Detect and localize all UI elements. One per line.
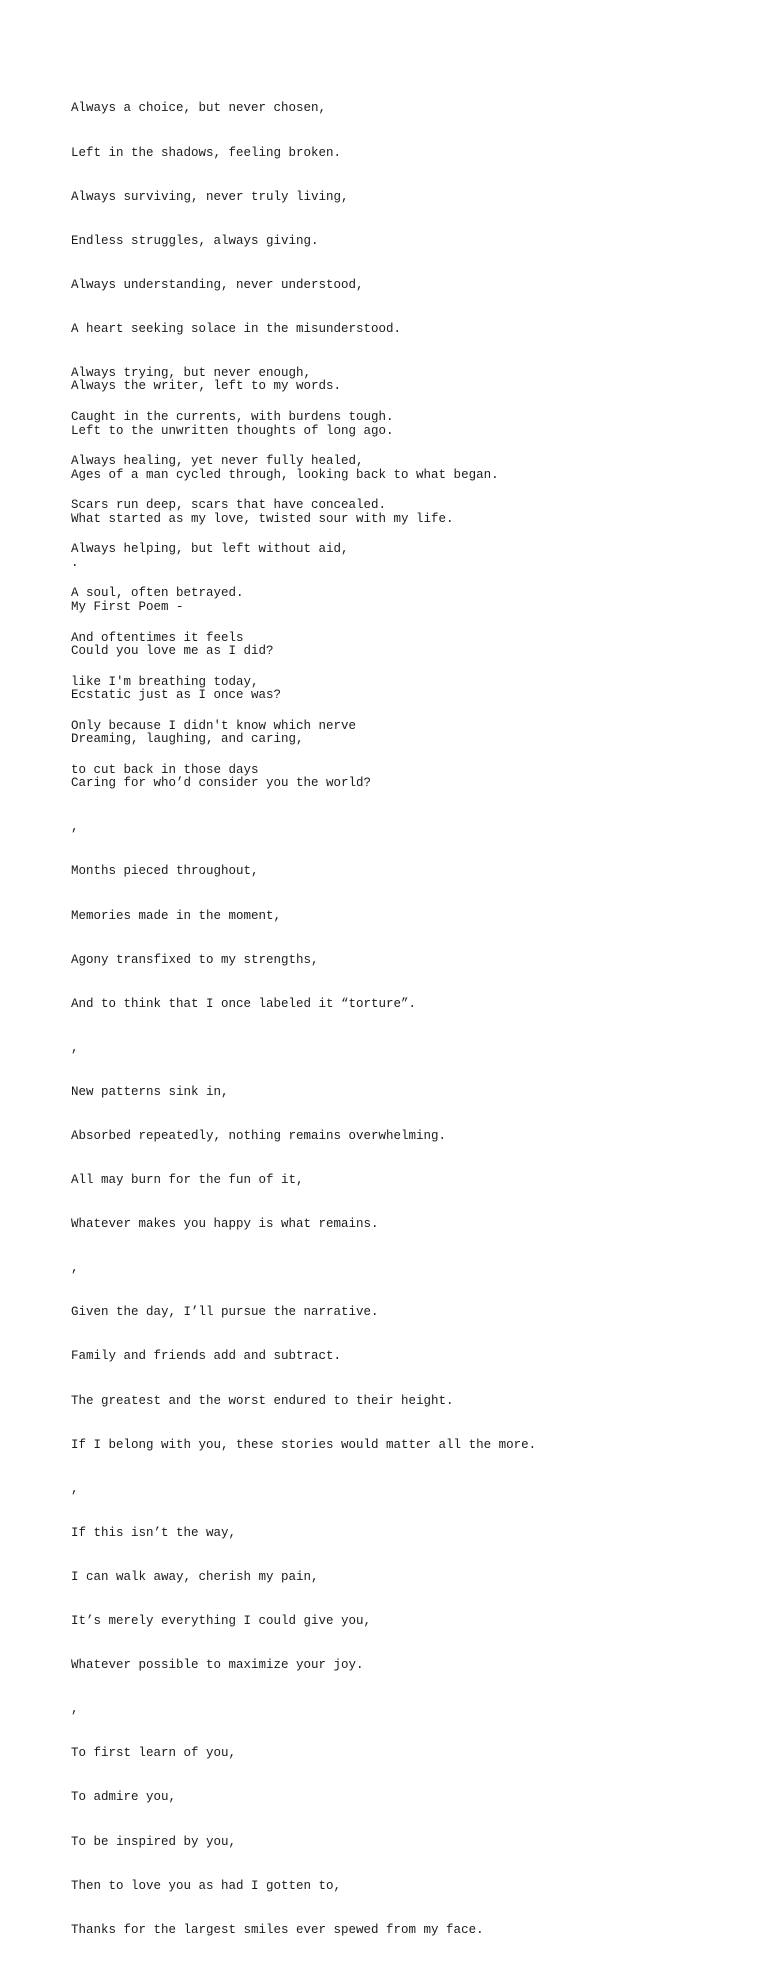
poem-line: Whatever makes you happy is what remains.	[71, 1217, 379, 1232]
poem-line: Always a choice, but never chosen,	[71, 101, 327, 116]
poem-line: to cut back in those days	[71, 762, 259, 777]
poem-line: My First Poem -	[71, 599, 184, 614]
poem-line: If this isn’t the way,	[71, 1525, 237, 1540]
poem-line: Always healing, yet never fully healed,	[71, 454, 364, 469]
poem-line: Ages of a man cycled through, looking back to what began.	[71, 467, 499, 482]
poem-line: ,	[71, 1702, 79, 1717]
poem-line: It’s merely everything I could give you,	[71, 1614, 372, 1629]
poem-line: Absorbed repeatedly, nothing remains overwhelming.	[71, 1129, 447, 1143]
poem-line: The greatest and the worst endured to their height.	[71, 1393, 454, 1408]
poem-line: To be inspired by you,	[71, 1834, 237, 1849]
poem-line: A heart seeking solace in the misunderstood.	[71, 321, 402, 336]
poem-line: Memories made in the moment,	[71, 908, 282, 923]
poem-line: Only because I didn't know which nerve	[71, 718, 357, 733]
poem-line: .	[71, 555, 79, 570]
poem-line: like I'm breathing today,	[71, 674, 259, 689]
poem-line: What started as my love, twisted sour with my life.	[71, 511, 454, 526]
poem-line: A soul, often betrayed.	[71, 586, 244, 601]
poem-line: ,	[71, 1481, 79, 1496]
poem-line: Could you love me as I did?	[71, 643, 274, 658]
poem-line: Then to love you as had I gotten to,	[71, 1878, 342, 1893]
poem-line: Always helping, but left without aid,	[71, 542, 349, 557]
poem-line: Left to the unwritten thoughts of long ago.	[71, 423, 394, 438]
poem-line: If I belong with you, these stories would matter all the more.	[71, 1437, 537, 1452]
poem-line: Family and friends add and subtract.	[71, 1349, 342, 1364]
poem-line: Whatever possible to maximize your joy.	[71, 1658, 364, 1673]
poem-line: Always understanding, never understood,	[71, 277, 364, 292]
poem-line: ,	[71, 1040, 79, 1055]
poem-line: Endless struggles, always giving.	[71, 233, 319, 248]
poem-line: Caught in the currents, with burdens tough.	[71, 410, 394, 425]
poem-line: ,	[71, 820, 79, 835]
poem-line: And oftentimes it feels	[71, 630, 244, 645]
poem-line: Agony transfixed to my strengths,	[71, 952, 319, 967]
poem-line: ,	[71, 1261, 79, 1276]
poem-line: And to think that I once labeled it “torture”.	[71, 996, 417, 1011]
poem-line: Scars run deep, scars that have concealed.	[71, 498, 387, 513]
poem-line: All may burn for the fun of it,	[71, 1173, 304, 1188]
poem-line: To first learn of you,	[71, 1746, 237, 1761]
poem-line: To admire you,	[71, 1790, 177, 1805]
poem-line: Caring for who’d consider you the world?	[71, 776, 372, 791]
poem-line: Months pieced throughout,	[71, 864, 259, 879]
poem-line: Ecstatic just as I once was?	[71, 688, 282, 703]
poem-line: Thanks for the largest smiles ever spewed from my face.	[71, 1922, 484, 1937]
poem-line: Dreaming, laughing, and caring,	[71, 732, 304, 747]
poem-line: Always trying, but never enough,	[71, 365, 312, 380]
poem-line: New patterns sink in,	[71, 1084, 229, 1099]
poem-line: I can walk away, cherish my pain,	[71, 1569, 319, 1584]
poem-line: Always the writer, left to my words.	[71, 379, 342, 394]
poem-line: Always surviving, never truly living,	[71, 189, 349, 204]
poem-line: Left in the shadows, feeling broken.	[71, 145, 342, 160]
poem-line: Given the day, I’ll pursue the narrative.	[71, 1305, 379, 1320]
poem-two	[71, 350, 536, 1967]
